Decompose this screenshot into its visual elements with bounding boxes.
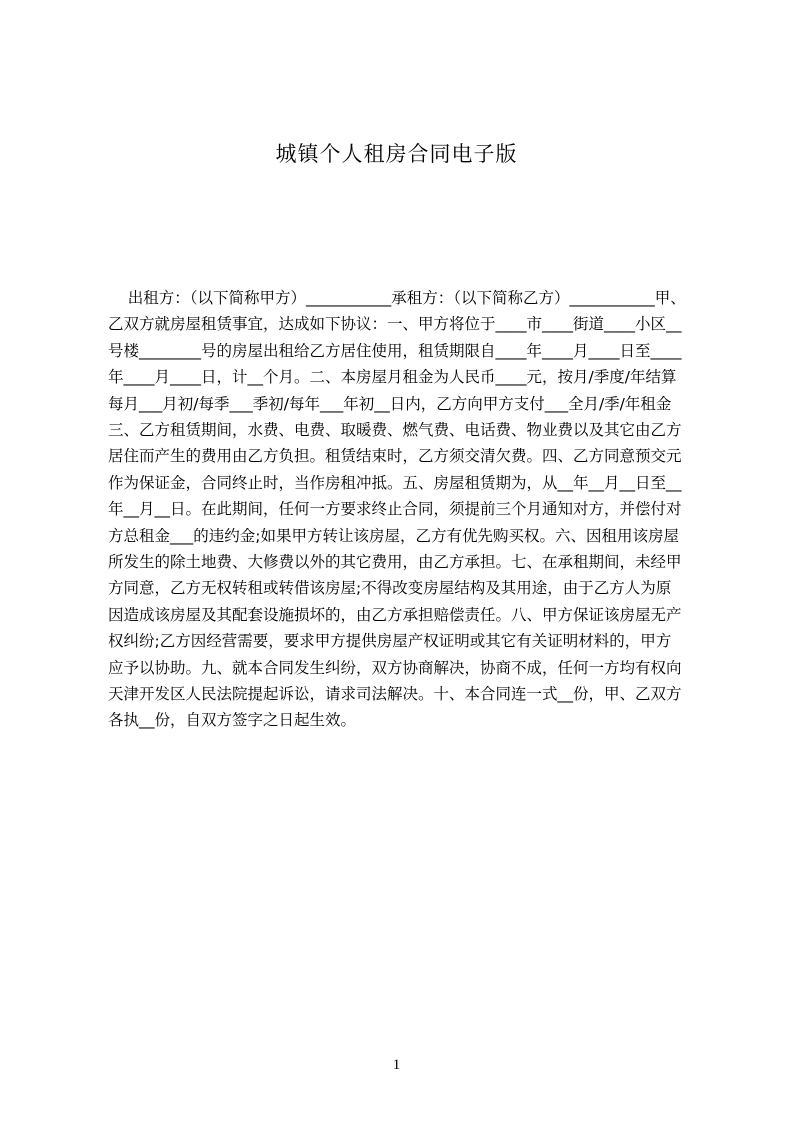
contract-text-line: 应予以协助。九、就本合同发生纠纷，双方协商解决，协商不成，任何一方均有权向 [108, 658, 682, 677]
contract-text-line: 号楼________号的房屋出租给乙方居住使用，租赁期限自____年____月____日至____ [108, 341, 682, 360]
contract-text-line: 年__月__日。在此期间，任何一方要求终止合同，须提前三个月通知对方，并偿付对 [108, 500, 682, 519]
contract-text-line: 出租方：（以下简称甲方）___________承租方：（以下简称乙方）___________甲、 [108, 289, 686, 307]
contract-text-line: 方同意，乙方无权转租或转借该房屋;不得改变房屋结构及其用途，由于乙方人为原 [108, 579, 672, 598]
contract-text-line: 居住而产生的费用由乙方负担。租赁结束时，乙方须交清欠费。四、乙方同意预交元 [108, 447, 682, 466]
contract-text-line: 作为保证金，合同终止时，当作房租冲抵。五、房屋租赁期为，从__年__月__日至__ [108, 473, 682, 492]
contract-text-line: 因造成该房屋及其配套设施损坏的，由乙方承担赔偿责任。八、甲方保证该房屋无产 [108, 605, 682, 624]
contract-text-line: 方总租金___的违约金;如果甲方转让该房屋，乙方有优先购买权。六、因租用该房屋 [108, 526, 679, 545]
contract-text-line: 年____月____日，计__个月。二、本房屋月租金为人民币____元，按月/季度/年结算 [108, 368, 677, 387]
page-title: 城镇个人租房合同电子版 [275, 142, 518, 166]
contract-text-line: 所发生的除土地费、大修费以外的其它费用，由乙方承担。七、在承租期间，未经甲 [108, 553, 682, 571]
contract-text-line: 各执__份，自双方签字之日起生效。 [108, 711, 357, 730]
contract-text-line: 三、乙方租赁期间，水费、电费、取暖费、燃气费、电话费、物业费以及其它由乙方 [108, 421, 682, 439]
page-number: 1 [392, 1057, 401, 1073]
contract-text-line: 每月___月初/每季___季初/每年___年初__日内，乙方向甲方支付___全月/季/年租金 [108, 394, 672, 413]
contract-text-line: 天津开发区人民法院提起诉讼，请求司法解决。十、本合同连一式__份，甲、乙双方 [108, 685, 682, 703]
contract-text-line: 权纠纷;乙方因经营需要，要求甲方提供房屋产权证明或其它有关证明材料的，甲方 [108, 632, 672, 651]
contract-text-line: 乙双方就房屋租赁事宜，达成如下协议：一、甲方将位于____市____街道____小区__ [108, 315, 682, 334]
